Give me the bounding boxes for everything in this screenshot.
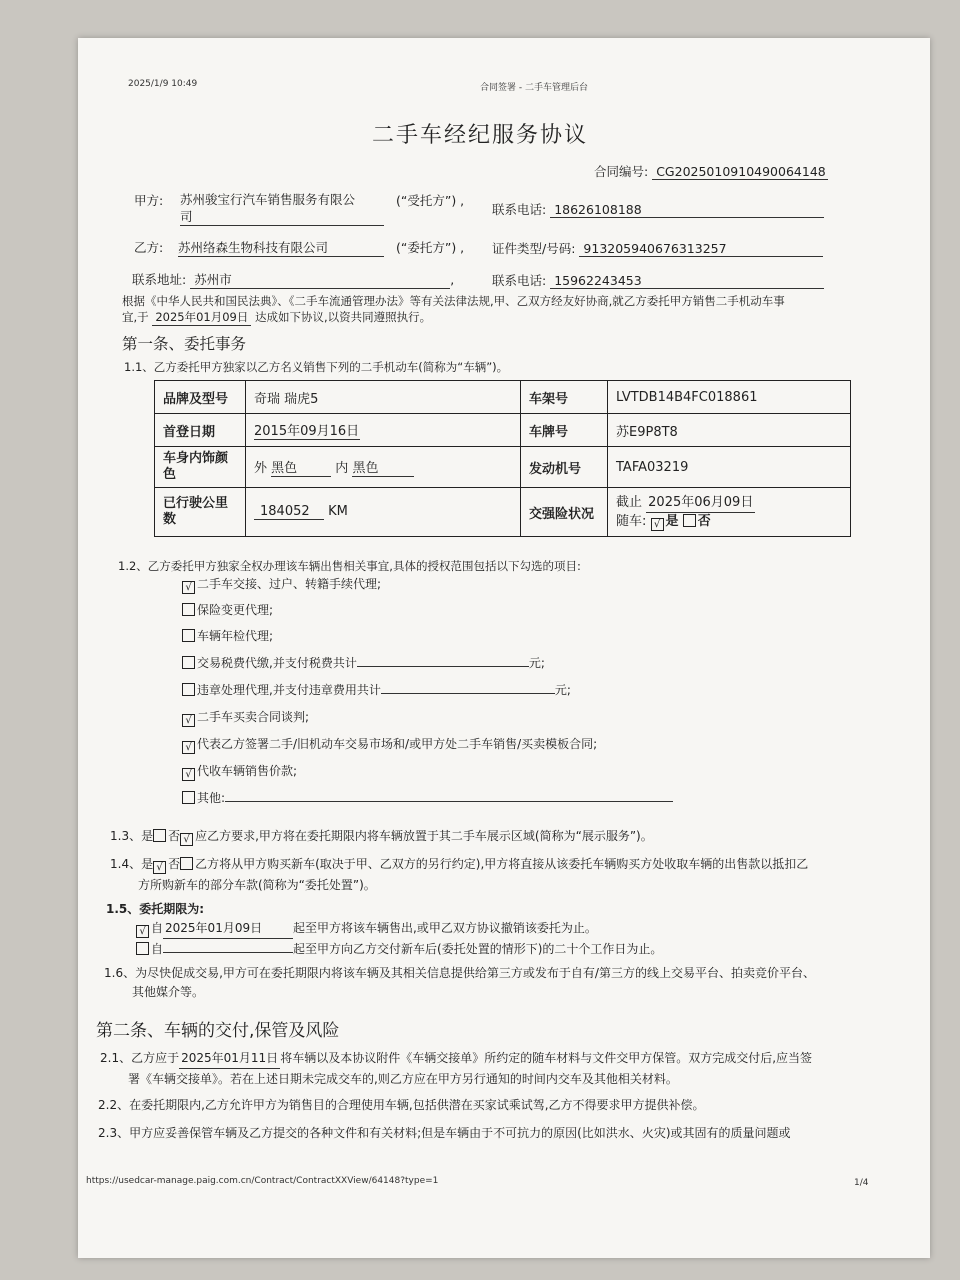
item-9-checkbox[interactable]: [182, 791, 195, 804]
table-row: [155, 447, 851, 488]
clause-1-5: [136, 918, 662, 959]
other-blank[interactable]: [225, 801, 673, 802]
contact-address-value: 苏州市: [190, 270, 450, 289]
term-row-1: √ 自 2025年01月09日 起至甲方将该车辆售出,或甲乙双方协议撤销该委托为止。: [136, 918, 662, 939]
item-4-checkbox[interactable]: [182, 656, 195, 669]
item-5-checkbox[interactable]: [182, 683, 195, 696]
clause-1-4: 1.4、是 √ 否 乙方将从甲方购买新车(取决于甲、乙双方的另行约定),甲方将直接从该委托车辆购买方处收取车辆的出售款以抵扣乙 方所购新车的部分车款(简称为“委托处置”)。: [110, 857, 809, 892]
table-row: [155, 381, 851, 414]
clause-1-5-title: 1.5、委托期限为:: [106, 902, 205, 916]
party-b-id-value: 913205940676313257: [579, 241, 823, 257]
contact-phone-value: 15962243453: [550, 273, 824, 289]
mileage-label: 已行驶公里数: [155, 488, 246, 537]
clause-2-3: 2.3、甲方应妥善保管车辆及乙方提交的各种文件和有关材料;但是车辆由于不可抗力的原因(比如洪水、火灾)或其固有的质量问题或: [98, 1126, 791, 1140]
page-header-title: 合同签署 - 二手车管理后台: [480, 83, 588, 93]
list-item: √ 二手车买卖合同谈判;: [182, 708, 673, 735]
contact-phone: [492, 271, 824, 289]
mileage-value: 184052 KM: [246, 488, 521, 537]
clause-2-1: 2.1、乙方应于 2025年01月11日 将车辆以及本协议附件《车辆交接单》所约定的随车材料与文件交甲方保管。双方完成交付后,应当签 署《车辆交接单》。若在上述日期未完成交车的,则乙方应在甲方另行通知的时间内交车及其他相关材料。: [100, 1048, 812, 1089]
page-number: 1/4: [854, 1178, 869, 1188]
term-2-checkbox[interactable]: [136, 942, 149, 955]
engine-value: TAFA03219: [608, 447, 851, 488]
clause-1-3-yes-checkbox[interactable]: [153, 829, 166, 842]
list-item: 其他:: [182, 789, 673, 816]
clause-1-1: 1.1、乙方委托甲方独家以乙方名义销售下列的二手机动车(简称为“车辆”)。: [124, 360, 509, 374]
item-2-checkbox[interactable]: [182, 603, 195, 616]
contact-address: 联系地址: 苏州市 ,: [132, 272, 455, 287]
clause-1-3-no-checkbox[interactable]: √: [180, 833, 193, 846]
term-1-checkbox[interactable]: √: [136, 925, 149, 938]
party-a-phone-value: 18626108188: [550, 202, 824, 218]
item-7-checkbox[interactable]: √: [182, 741, 195, 754]
clause-1-3: 1.3、是 否 √ 应乙方要求,甲方将在委托期限内将车辆放置于其二手车展示区域(简称为“展示服务”)。: [110, 829, 653, 845]
list-item: √ 二手车交接、过户、转籍手续代理;: [182, 575, 673, 601]
party-a-phone: [492, 200, 824, 218]
plate-label: 车牌号: [521, 414, 608, 447]
party-b-role: (“委托方”) ,: [396, 240, 465, 255]
clause-2-2: 2.2、在委托期限内,乙方允许甲方为销售目的合理使用车辆,包括供潜在买家试乘试驾,乙方不得要求甲方提供补偿。: [98, 1098, 705, 1112]
item-8-checkbox[interactable]: √: [182, 768, 195, 781]
contract-number: [594, 162, 828, 180]
list-item: 交易税费代缴,并支付税费共计 元;: [182, 654, 673, 681]
violation-amount-blank[interactable]: [381, 693, 555, 694]
color-value: 外 黑色 内 黑色: [246, 447, 521, 488]
insurance-no-checkbox[interactable]: [683, 514, 696, 527]
brand-value: 奇瑞 瑞虎5: [246, 381, 521, 414]
section-1-title: 第一条、委托事务: [122, 335, 247, 353]
party-a-name: 苏州骏宝行汽车销售服务有限公 司: [180, 191, 384, 226]
contract-number-label: 合同编号:: [594, 164, 649, 179]
contact-phone-label: 联系电话:: [492, 273, 547, 288]
table-row: [155, 414, 851, 447]
print-datetime: 2025/1/9 10:49: [128, 79, 198, 89]
intro-date: 2025年01月09日: [152, 309, 251, 326]
section-2-title: 第二条、车辆的交付,保管及风险: [96, 1021, 340, 1041]
term-2-date-blank[interactable]: [163, 952, 293, 953]
list-item: √ 代收车辆销售价款;: [182, 762, 673, 789]
authorization-checklist: [182, 575, 673, 816]
term-row-2: 自 起至甲方向乙方交付新车后(委托处置的情形下)的二十个工作日为止。: [136, 939, 662, 959]
document-title: 二手车经纪服务协议: [372, 123, 589, 148]
insurance-value: 截止 2025年06月09日 随车: √ 是 否: [608, 488, 851, 537]
plate-value: 苏E9P8T8: [608, 414, 851, 447]
item-3-checkbox[interactable]: [182, 629, 195, 642]
party-a-role: (“受托方”) ,: [396, 193, 465, 208]
item-1-checkbox[interactable]: √: [182, 581, 195, 594]
clause-1-2: 1.2、乙方委托甲方独家全权办理该车辆出售相关事宜,具体的授权范围包括以下勾选的项目:: [118, 559, 581, 573]
color-label: 车身内饰颜色: [155, 447, 246, 488]
reg-date-label: 首登日期: [155, 414, 246, 447]
list-item: 保险变更代理;: [182, 601, 673, 627]
party-b-name: 苏州络森生物科技有限公司: [178, 238, 384, 257]
vin-value: LVTDB14B4FC018861: [608, 381, 851, 414]
clause-1-4-yes-checkbox[interactable]: √: [153, 861, 166, 874]
vehicle-info-table: [154, 380, 851, 537]
tax-amount-blank[interactable]: [357, 666, 529, 667]
party-a-phone-label: 联系电话:: [492, 202, 547, 217]
list-item: √ 代表乙方签署二手/旧机动车交易市场和/或甲方处二手车销售/买卖模板合同;: [182, 735, 673, 762]
brand-label: 品牌及型号: [155, 381, 246, 414]
item-6-checkbox[interactable]: √: [182, 714, 195, 727]
reg-date-value: 2015年09月16日: [246, 414, 521, 447]
engine-label: 发动机号: [521, 447, 608, 488]
table-row: [155, 488, 851, 537]
party-b-label: 乙方:: [134, 240, 164, 255]
contract-number-value: CG2025010910490064148: [652, 164, 828, 180]
clause-1-4-no-checkbox[interactable]: [180, 857, 193, 870]
insurance-yes-checkbox[interactable]: √: [651, 518, 664, 531]
list-item: 车辆年检代理;: [182, 627, 673, 654]
footer-url: https://usedcar-manage.paig.com.cn/Contract/ContractXXView/64148?type=1: [86, 1176, 439, 1186]
clause-1-6: 1.6、为尽快促成交易,甲方可在委托期限内将该车辆及其相关信息提供给第三方或发布于自有/第三方的线上交易平台、拍卖竞价平台、 其他媒介等。: [104, 966, 815, 999]
contract-paper: [78, 38, 930, 1258]
insurance-label: 交强险状况: [521, 488, 608, 537]
party-a-label: 甲方:: [134, 193, 164, 208]
list-item: 违章处理代理,并支付违章费用共计 元;: [182, 681, 673, 708]
intro-paragraph: 根据《中华人民共和国民法典》、《二手车流通管理办法》等有关法律法规,甲、乙双方经友好协商,就乙方委托甲方销售二手机动车事 宜,于 2025年01月09日 达成如下协议,以资共同遵照执行。: [122, 294, 785, 324]
party-b-id-label: 证件类型/号码:: [492, 241, 576, 256]
party-b-id: [492, 239, 823, 257]
contact-address-label: 联系地址:: [132, 272, 187, 287]
vin-label: 车架号: [521, 381, 608, 414]
